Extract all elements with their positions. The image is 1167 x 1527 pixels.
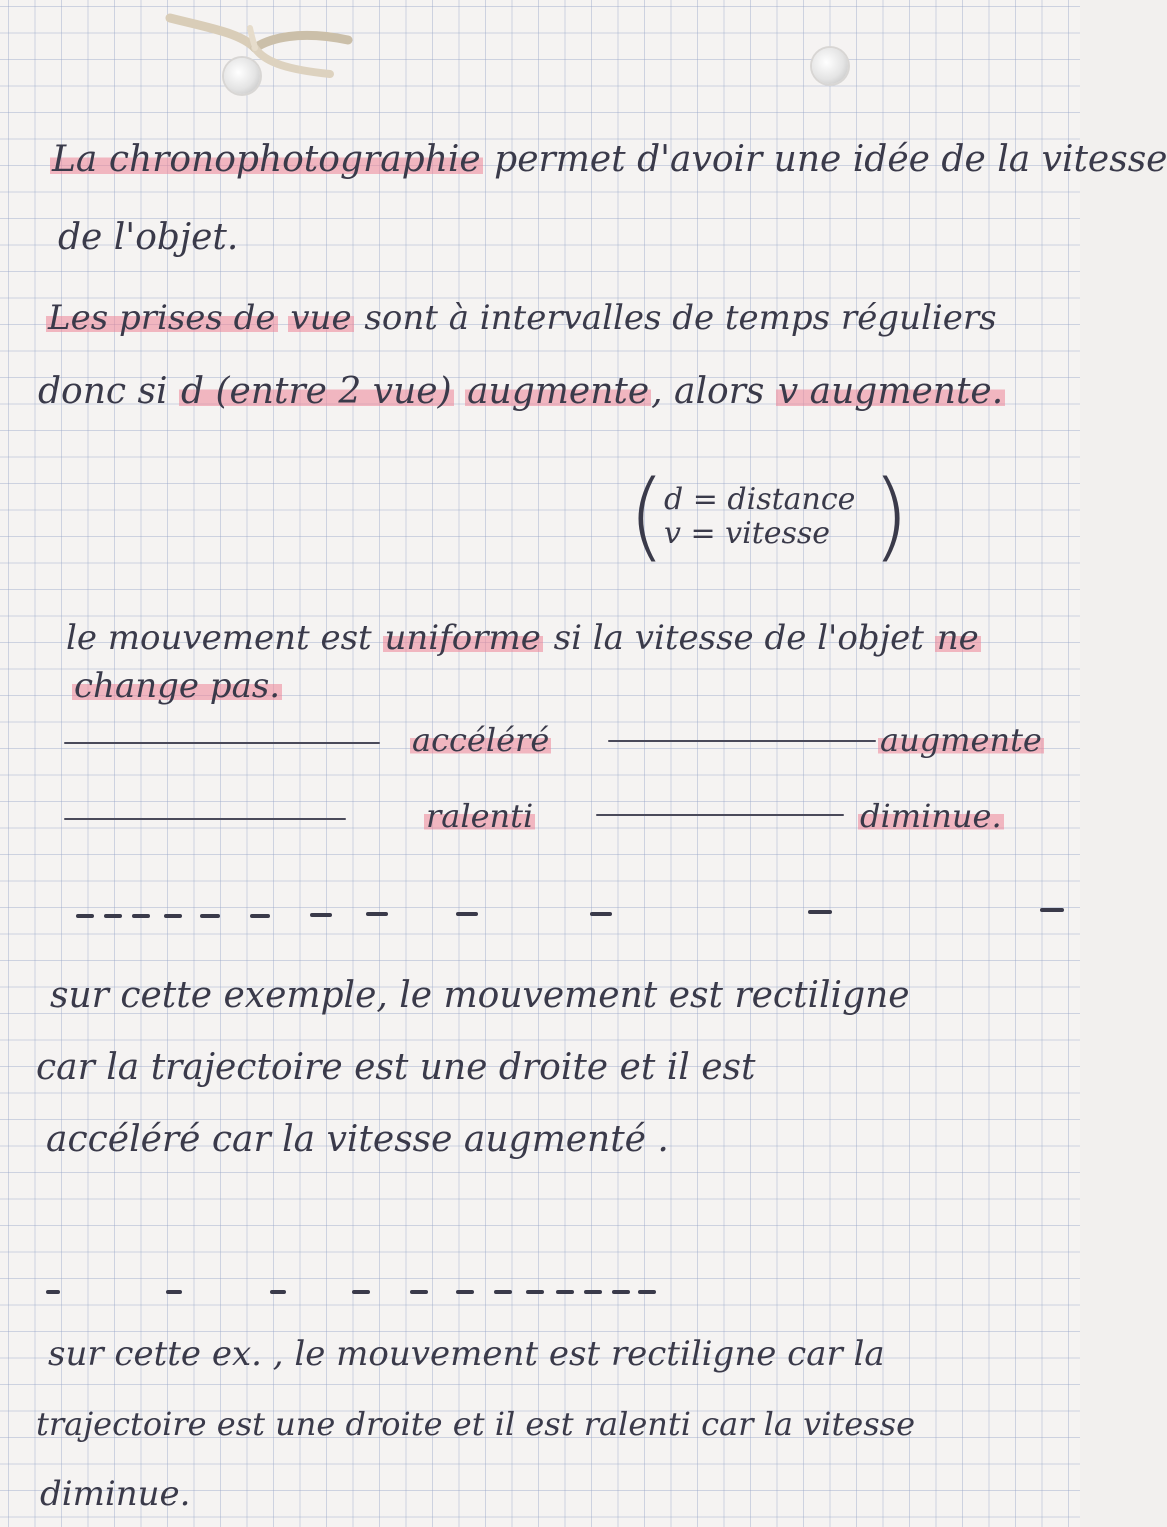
trajectory-dash (270, 1290, 286, 1294)
trajectory-dash (366, 912, 388, 916)
highlight-ralenti: ralenti (426, 797, 534, 835)
case-ralenti (424, 794, 535, 838)
uniforme-text: le mouvement est (66, 618, 372, 658)
trajectory-dash (166, 1290, 182, 1294)
trajectory-dash (808, 910, 832, 914)
highlight-augmente: augmente (467, 371, 650, 412)
case-diminue (858, 794, 1004, 838)
trajectory-dash (310, 913, 332, 917)
donc-line (38, 370, 1005, 414)
trajectory-dash (164, 914, 182, 918)
trajectory-dash (132, 914, 150, 918)
example2-line-2 (36, 1402, 915, 1446)
legend-v (664, 512, 830, 556)
uniforme-middle-text: si la vitesse de l'objet (553, 618, 924, 658)
alors-text: , alors (651, 371, 765, 412)
trajectory-dash (76, 914, 94, 918)
punch-hole-left (224, 58, 260, 94)
intro-text-2: de l'objet. (58, 217, 239, 258)
legend-paren-left: ( (628, 460, 666, 572)
highlight-vue: vue (290, 298, 352, 338)
example1-line-1 (50, 974, 910, 1018)
blank-rule-2b (596, 814, 844, 816)
uniforme-line-2 (72, 664, 282, 708)
example2-line-3 (40, 1472, 190, 1516)
blank-rule-1b (608, 740, 876, 742)
highlight-chronophotographie: La chronophotographie (52, 139, 481, 180)
trajectory-dash (638, 1290, 656, 1294)
highlight-v-augmente: v augmente. (777, 371, 1004, 412)
example1-text-1: sur cette exemple, le mouvement est rectiligne (50, 975, 910, 1016)
trajectory-dash (250, 914, 270, 918)
ribbon-tie-decoration (170, 8, 350, 78)
example2-line-1 (48, 1332, 885, 1376)
trajectory-dash (584, 1290, 602, 1294)
highlight-prises-de: Les prises de (48, 298, 276, 338)
legend-paren-right: ) (872, 460, 910, 572)
trajectory-dash (1040, 908, 1064, 912)
highlight-change-pas: change pas. (74, 666, 281, 706)
intro-line-1 (50, 138, 1167, 182)
highlight-uniforme: uniforme (384, 618, 541, 658)
trajectory-dash (612, 1290, 630, 1294)
trajectory-dash (410, 1290, 428, 1294)
highlight-accelere: accéléré (412, 721, 550, 759)
example1-line-3 (46, 1118, 669, 1162)
example1-text-3: accéléré car la vitesse augmenté . (46, 1119, 669, 1160)
example2-text-1: sur cette ex. , le mouvement est rectiligne car la (48, 1334, 885, 1374)
highlight-d-entre-2-vue: d (entre 2 vue) (180, 371, 452, 412)
intro-line-2 (58, 216, 238, 260)
trajectory-dash (526, 1290, 544, 1294)
donc-text: donc si (38, 371, 168, 412)
example1-text-2: car la trajectoire est une droite et il est (36, 1047, 756, 1088)
legend-v-text: v = vitesse (664, 516, 831, 551)
trajectory-dash (456, 1290, 474, 1294)
punch-hole-right (812, 48, 848, 84)
case-augmente (878, 718, 1044, 762)
trajectory-dash (46, 1290, 60, 1294)
trajectory-dash (590, 912, 612, 916)
blank-rule-2a (64, 818, 346, 820)
legend-d-text: d = distance (664, 482, 856, 517)
trajectory-dash (352, 1290, 370, 1294)
trajectory-dash (456, 912, 478, 916)
prises-line (46, 296, 997, 340)
uniforme-line-1 (66, 616, 981, 660)
blank-rule-1a (64, 742, 380, 744)
highlight-ne: ne (936, 618, 979, 658)
trajectory-dash (104, 914, 122, 918)
case-accelere (410, 718, 551, 762)
intro-text: permet d'avoir une idée de la vitesse (494, 139, 1167, 180)
trajectory-dash (556, 1290, 574, 1294)
prises-text: sont à intervalles de temps réguliers (364, 298, 997, 338)
highlight-diminue: diminue. (860, 797, 1002, 835)
trajectory-dash (200, 914, 220, 918)
example2-text-2: trajectoire est une droite et il est ralenti car la vitesse (36, 1405, 916, 1443)
example1-line-2 (36, 1046, 755, 1090)
highlight-augmente-case: augmente (880, 721, 1042, 759)
example2-text-3: diminue. (40, 1474, 191, 1514)
trajectory-dash (494, 1290, 512, 1294)
